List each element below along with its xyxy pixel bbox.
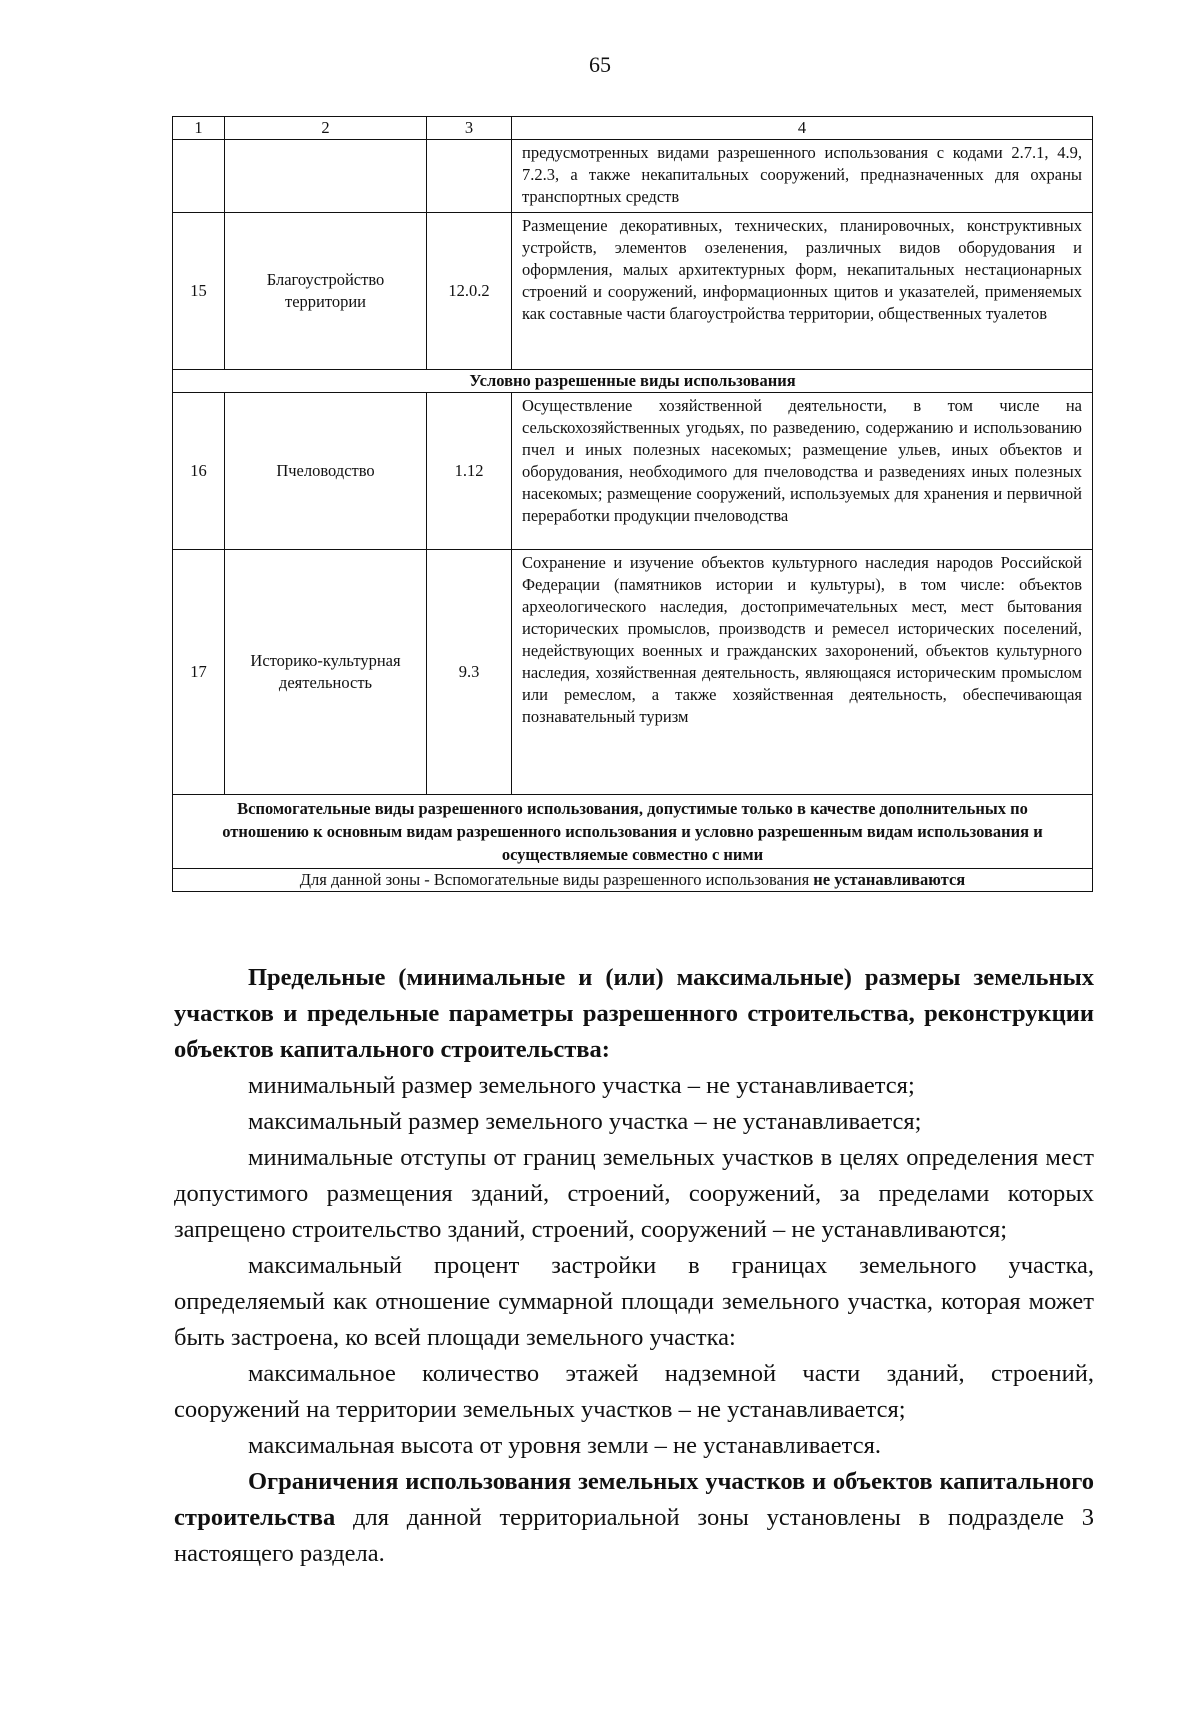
- continuation-description: предусмотренных видами разрешенного использования с кодами 2.7.1, 4.9, 7.2.3, а также некапитальных сооружений, предназначенных для охраны транспортных средств: [512, 140, 1093, 213]
- header-col-2: 2: [225, 117, 427, 140]
- row-description: Размещение декоративных, технических, планировочных, конструктивных устройств, элементов озеленения, различных видов оборудования и оформления, малых архитектурных форм, некапитальных нестационарных строений и сооружений, информационных щитов и указателей, применяемых как составные части благоустройства территории, общественных туалетов: [512, 213, 1093, 370]
- auxiliary-note-bold: не устанавливаются: [813, 870, 966, 889]
- row-code: 9.3: [427, 550, 512, 795]
- auxiliary-section-row: [173, 795, 1093, 869]
- row-number: 17: [173, 550, 225, 795]
- parameters-heading: Предельные (минимальные и (или) максимальные) размеры земельных участков и предельные параметры разрешенного строительства, реконструкции объектов капитального строительства:: [174, 964, 1094, 1063]
- continuation-name-cell: [225, 140, 427, 213]
- header-col-1: 1: [173, 117, 225, 140]
- auxiliary-note: [173, 869, 1093, 892]
- auxiliary-note-prefix: Для данной зоны - Вспомогательные виды разрешенного использования: [299, 870, 814, 889]
- row-code: 1.12: [427, 393, 512, 550]
- parameter-item: максимальный размер земельного участка – не устанавливается;: [248, 1108, 922, 1135]
- conditional-section-title: Условно разрешенные виды использования: [173, 370, 1093, 393]
- row-number: 15: [173, 213, 225, 370]
- row-name: Пчеловодство: [225, 393, 427, 550]
- table-row-17: [173, 550, 1093, 795]
- page-number: 65: [589, 52, 611, 77]
- auxiliary-note-row: [173, 869, 1093, 892]
- conditional-section-row: [173, 370, 1093, 393]
- header-col-4: 4: [512, 117, 1093, 140]
- continuation-num-cell: [173, 140, 225, 213]
- auxiliary-section-title: Вспомогательные виды разрешенного использования, допустимые только в качестве дополнительных по отношению к основным видам разрешенного использования и условно разрешенным видам использования и осуществляемые совместно с ними: [173, 795, 1093, 869]
- row-number: 16: [173, 393, 225, 550]
- limits-paragraph: [174, 1464, 1094, 1572]
- limits-rest-text: для данной территориальной зоны установлены в подразделе 3 настоящего раздела.: [174, 1504, 1094, 1567]
- table-row-continuation: [173, 140, 1093, 213]
- row-description: Сохранение и изучение объектов культурного наследия народов Российской Федерации (памятников истории и культуры), в том числе: объектов археологического наследия, достопримечательных мест, мест бытования исторических промыслов, производств и ремесел исторических поселений, недействующих военных и гражданских захоронений, объектов культурного наследия, хозяйственная деятельность, являющаяся историческим промыслом или ремеслом, а также хозяйственная деятельность, обеспечивающая познавательный туризм: [512, 550, 1093, 795]
- parameter-item: максимальный процент застройки в границах земельного участка, определяемый как отношение суммарной площади земельного участка, которая может быть застроена, ко всей площади земельного участка:: [174, 1252, 1094, 1351]
- parameter-item: минимальные отступы от границ земельных участков в целях определения мест допустимого размещения зданий, строений, сооружений, за пределами которых запрещено строительство зданий, строений, сооружений – не устанавливаются;: [174, 1144, 1094, 1243]
- row-name: Благоустройство территории: [225, 213, 427, 370]
- row-description: Осуществление хозяйственной деятельности, в том числе на сельскохозяйственных угодьях, по разведению, содержанию и использованию пчел и иных полезных насекомых; размещение ульев, иных объектов и оборудования, необходимого для пчеловодства и разведениях иных полезных насекомых; размещение сооружений, используемых для хранения и первичной переработки продукции пчеловодства: [512, 393, 1093, 550]
- row-code: 12.0.2: [427, 213, 512, 370]
- limits-bold-text: Ограничения использования земельных участков и объектов капитального строительства: [174, 1468, 1094, 1531]
- row-name: Историко-культурная деятельность: [225, 550, 427, 795]
- parameter-item: максимальное количество этажей надземной части зданий, строений, сооружений на территории земельных участков – не устанавливается;: [174, 1360, 1094, 1423]
- parameters-section: [174, 960, 1094, 1572]
- table-header-row: [173, 117, 1093, 140]
- continuation-code-cell: [427, 140, 512, 213]
- table-row-16: [173, 393, 1093, 550]
- parameter-item: минимальный размер земельного участка – не устанавливается;: [248, 1072, 915, 1099]
- land-use-table: [172, 116, 1093, 892]
- table-row-15: [173, 213, 1093, 370]
- parameter-item: максимальная высота от уровня земли – не устанавливается.: [248, 1432, 881, 1459]
- header-col-3: 3: [427, 117, 512, 140]
